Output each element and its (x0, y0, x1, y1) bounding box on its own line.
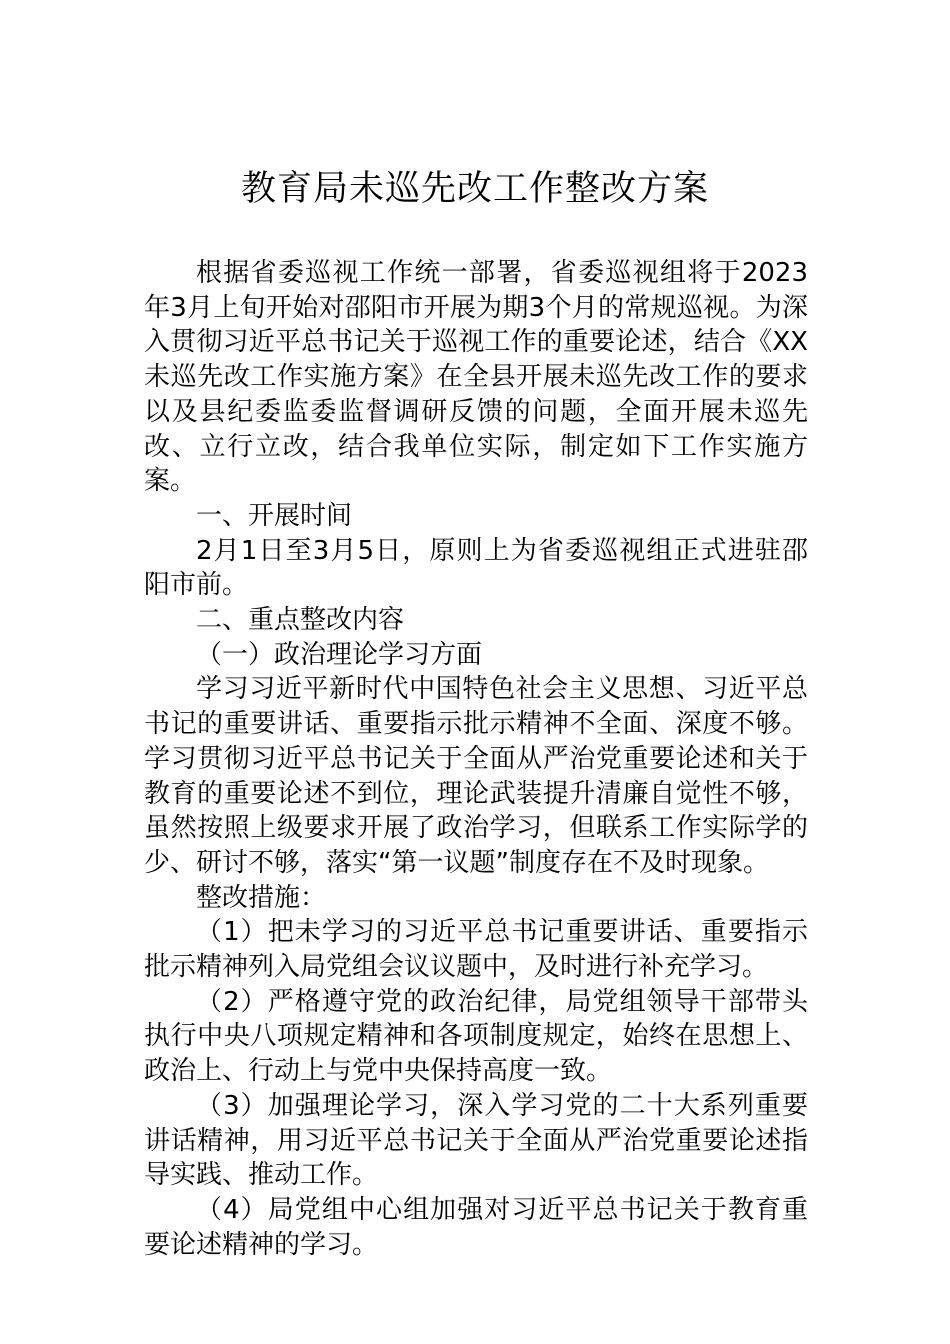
document-body (144, 256, 808, 1262)
measure-item-1: （1）把未学习的习近平总书记重要讲话、重要指示批示精神列入局党组会议议题中，及时进行补充学习。 (144, 917, 808, 983)
section-heading-time: 一、开展时间 (196, 500, 353, 531)
measure-item-4: （4）局党组中心组加强对习近平总书记关于教育重要论述精神的学习。 (144, 1194, 808, 1260)
time-paragraph: 2月1日至3月5日，原则上为省委巡视组正式进驻邵阳市前。 (144, 535, 808, 601)
subsection-heading-theory: （一）政治理论学习方面 (196, 639, 483, 670)
section-heading-content: 二、重点整改内容 (196, 605, 405, 636)
measures-heading: 整改措施： (196, 882, 327, 913)
problem-paragraph: 学习习近平新时代中国特色社会主义思想、习近平总书记的重要讲话、重要指示批示精神不全面、深度不够。学习贯彻习近平总书记关于全面从严治党重要论述和关于教育的重要论述不到位，理论武装提升清廉自觉性不够，虽然按照上级要求开展了政治学习，但联系工作实际学的少、研讨不够，落实“第一议题”制度存在不及时现象。 (144, 674, 808, 878)
measure-item-3: （3）加强理论学习，深入学习党的二十大系列重要讲话精神，用习近平总书记关于全面从严治党重要论述指导实践、推动工作。 (144, 1090, 808, 1191)
document-title: 教育局未巡先改工作整改方案 (240, 169, 709, 209)
intro-paragraph: 根据省委巡视工作统一部署，省委巡视组将于2023年3月上旬开始对邵阳市开展为期3个月的常规巡视。为深入贯彻习近平总书记关于巡视工作的重要论述，结合《XX未巡先改工作实施方案》在全县开展未巡先改工作的要求以及县纪委监委监督调研反馈的问题，全面开展未巡先改、立行立改，结合我单位实际，制定如下工作实施方案。 (144, 258, 808, 497)
measure-item-2: （2）严格遵守党的政治纪律，局党组领导干部带头执行中央八项规定精神和各项制度规定，始终在思想上、政治上、行动上与党中央保持高度一致。 (144, 986, 808, 1087)
